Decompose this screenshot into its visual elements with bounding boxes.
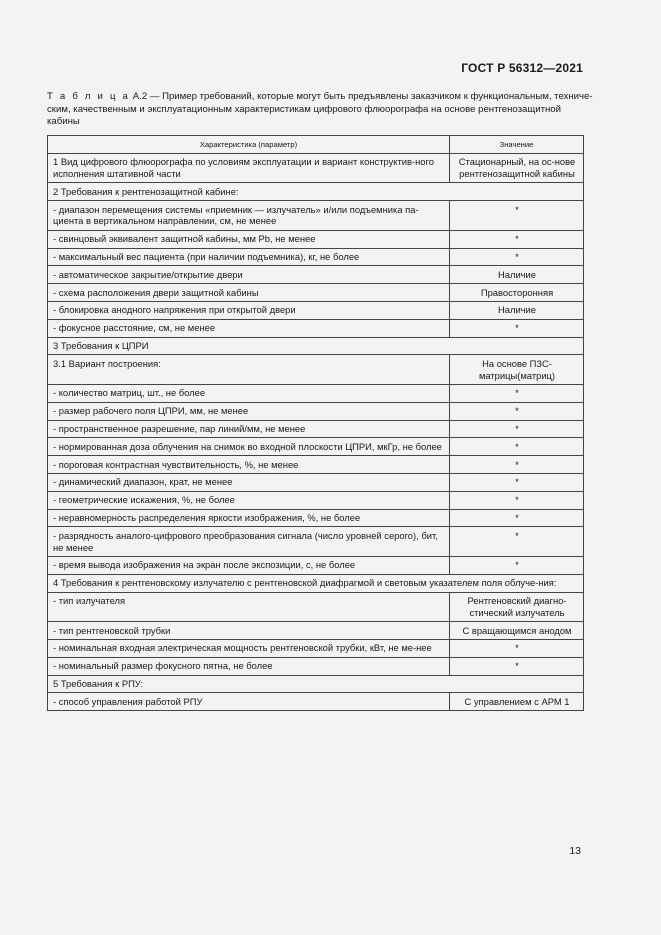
value-cell: * bbox=[450, 438, 584, 456]
value-cell: Стационарный, на ос-нове рентгенозащитной кабины bbox=[450, 153, 584, 183]
value-cell: * bbox=[450, 639, 584, 657]
value-cell: Рентгеновский диагно-стический излучатель bbox=[450, 592, 584, 622]
table-row bbox=[48, 230, 584, 248]
parameter-cell: - тип рентгеновской трубки bbox=[48, 622, 450, 640]
table-row bbox=[48, 574, 584, 592]
table-row bbox=[48, 473, 584, 491]
parameter-cell: - свинцовый эквивалент защитной кабины, мм Pb, не менее bbox=[48, 230, 450, 248]
value-cell: * bbox=[450, 527, 584, 557]
parameter-cell: - динамический диапазон, крат, не менее bbox=[48, 473, 450, 491]
table-row bbox=[48, 622, 584, 640]
table-row bbox=[48, 657, 584, 675]
parameter-cell: - фокусное расстояние, см, не менее bbox=[48, 319, 450, 337]
header-value: Значение bbox=[450, 136, 584, 154]
table-row bbox=[48, 639, 584, 657]
value-cell: Правосторонняя bbox=[450, 284, 584, 302]
value-cell: * bbox=[450, 491, 584, 509]
value-cell: * bbox=[450, 509, 584, 527]
table-row bbox=[48, 456, 584, 474]
parameter-cell: - номинальная входная электрическая мощность рентгеновской трубки, кВт, не ме-нее bbox=[48, 639, 450, 657]
parameter-cell: - способ управления работой РПУ bbox=[48, 693, 450, 711]
table-row bbox=[48, 319, 584, 337]
requirements-table bbox=[47, 135, 584, 711]
caption-text: — Пример требований, которые могут быть предъявлены заказчиком к функциональным, техниче-ским, качественным и эксплуатационным характеристикам цифрового флюорографа на основе рентгенозащитной кабины bbox=[47, 91, 593, 127]
table-body bbox=[48, 153, 584, 710]
caption-number: А.2 bbox=[132, 91, 148, 102]
page-number: 13 bbox=[569, 845, 581, 857]
parameter-cell: - максимальный вес пациента (при наличии подъемника), кг, не более bbox=[48, 248, 450, 266]
table-row bbox=[48, 337, 584, 355]
parameter-cell: - автоматическое закрытие/открытие двери bbox=[48, 266, 450, 284]
table-row bbox=[48, 266, 584, 284]
value-cell: С управлением с АРМ 1 bbox=[450, 693, 584, 711]
table-header-row bbox=[48, 136, 584, 154]
header-parameter: Характеристика (параметр) bbox=[48, 136, 450, 154]
table-row bbox=[48, 248, 584, 266]
table-row bbox=[48, 301, 584, 319]
table-caption bbox=[47, 91, 593, 129]
parameter-cell: - номинальный размер фокусного пятна, не более bbox=[48, 657, 450, 675]
parameter-cell: - схема расположения двери защитной кабины bbox=[48, 284, 450, 302]
value-cell: * bbox=[450, 201, 584, 231]
parameter-cell: - размер рабочего поля ЦПРИ, мм, не менее bbox=[48, 402, 450, 420]
caption-label: Т а б л и ц а bbox=[47, 91, 131, 102]
section-heading-cell: 3 Требования к ЦПРИ bbox=[48, 337, 584, 355]
section-heading-cell: 4 Требования к рентгеновскому излучателю с рентгеновской диафрагмой и световым указателем поля облуче-ния: bbox=[48, 574, 584, 592]
parameter-cell: - геометрические искажения, %, не более bbox=[48, 491, 450, 509]
section-heading-cell: 2 Требования к рентгенозащитной кабине: bbox=[48, 183, 584, 201]
table-row bbox=[48, 675, 584, 693]
parameter-cell: - диапазон перемещения системы «приемник — излучатель» и/или подъемника па-циента в вертикальном направлении, см, не менее bbox=[48, 201, 450, 231]
table-row bbox=[48, 201, 584, 231]
table-row bbox=[48, 438, 584, 456]
table-row bbox=[48, 592, 584, 622]
value-cell: С вращающимся анодом bbox=[450, 622, 584, 640]
value-cell: * bbox=[450, 473, 584, 491]
value-cell: * bbox=[450, 248, 584, 266]
parameter-cell: - нормированная доза облучения на снимок во входной плоскости ЦПРИ, мкГр, не более bbox=[48, 438, 450, 456]
value-cell: Наличие bbox=[450, 266, 584, 284]
parameter-cell: - разрядность аналого-цифрового преобразования сигнала (число уровней серого), бит, не менее bbox=[48, 527, 450, 557]
parameter-cell: - блокировка анодного напряжения при открытой двери bbox=[48, 301, 450, 319]
parameter-cell: - пространственное разрешение, пар линий/мм, не менее bbox=[48, 420, 450, 438]
table-row bbox=[48, 509, 584, 527]
section-heading-cell: 5 Требования к РПУ: bbox=[48, 675, 584, 693]
parameter-cell: - пороговая контрастная чувствительность, %, не менее bbox=[48, 456, 450, 474]
value-cell: * bbox=[450, 420, 584, 438]
value-cell: * bbox=[450, 384, 584, 402]
table-row bbox=[48, 491, 584, 509]
value-cell: * bbox=[450, 230, 584, 248]
value-cell: На основе ПЗС-матрицы(матриц) bbox=[450, 355, 584, 385]
table-row bbox=[48, 527, 584, 557]
value-cell: Наличие bbox=[450, 301, 584, 319]
document-code: ГОСТ Р 56312—2021 bbox=[461, 61, 583, 75]
parameter-cell: - количество матриц, шт., не более bbox=[48, 384, 450, 402]
table-row bbox=[48, 355, 584, 385]
parameter-cell: 3.1 Вариант построения: bbox=[48, 355, 450, 385]
value-cell: * bbox=[450, 657, 584, 675]
value-cell: * bbox=[450, 456, 584, 474]
table-row bbox=[48, 402, 584, 420]
parameter-cell: - неравномерность распределения яркости изображения, %, не более bbox=[48, 509, 450, 527]
value-cell: * bbox=[450, 556, 584, 574]
table-row bbox=[48, 384, 584, 402]
table-row bbox=[48, 284, 584, 302]
value-cell: * bbox=[450, 319, 584, 337]
table-row bbox=[48, 183, 584, 201]
value-cell: * bbox=[450, 402, 584, 420]
table-row bbox=[48, 420, 584, 438]
table-row bbox=[48, 153, 584, 183]
parameter-cell: - время вывода изображения на экран после экспозиции, с, не более bbox=[48, 556, 450, 574]
table-row bbox=[48, 556, 584, 574]
parameter-cell: 1 Вид цифрового флюорографа по условиям эксплуатации и вариант конструктив-ного исполнения штативной части bbox=[48, 153, 450, 183]
parameter-cell: - тип излучателя bbox=[48, 592, 450, 622]
table-row bbox=[48, 693, 584, 711]
